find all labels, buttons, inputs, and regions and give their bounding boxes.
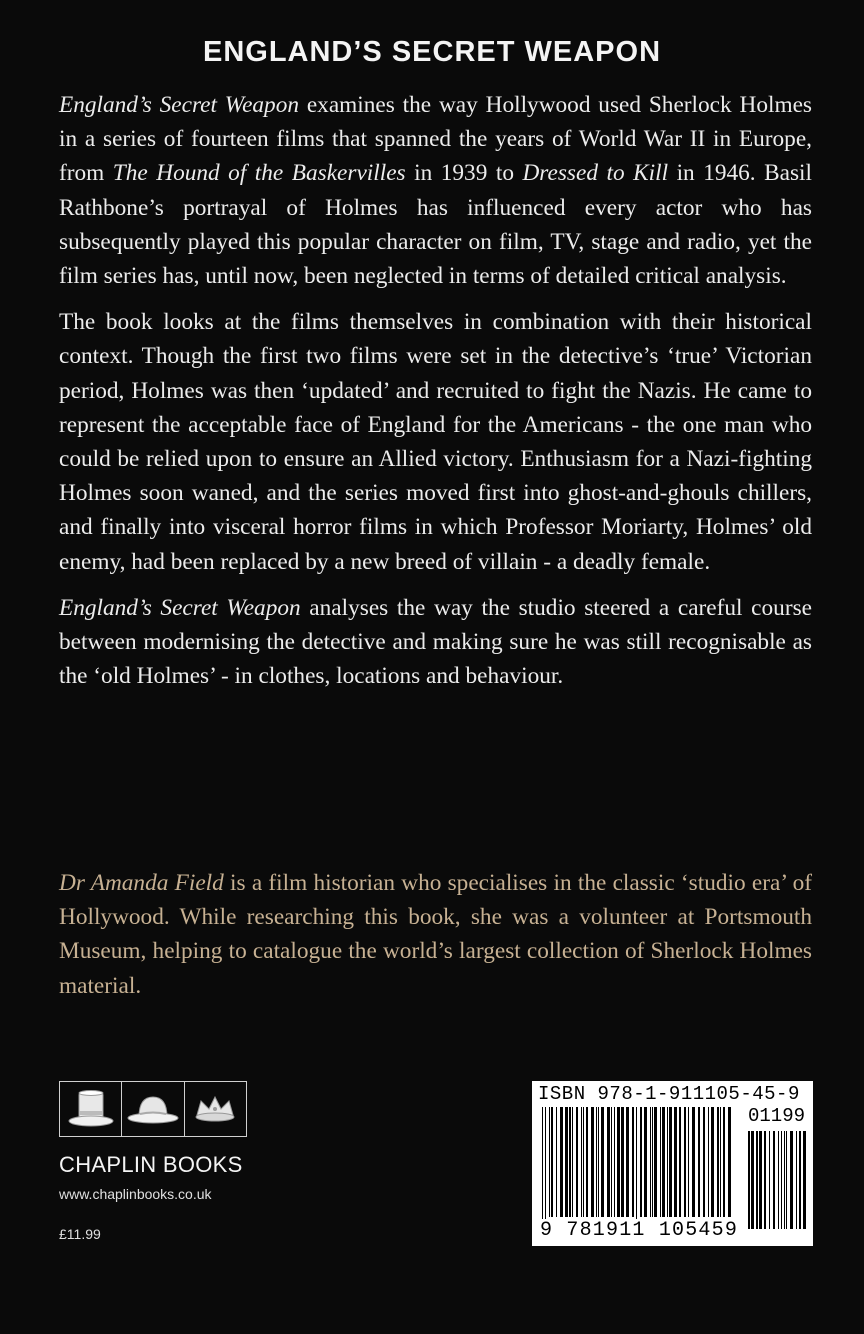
- barcode-bar: [621, 1107, 624, 1217]
- barcode-bar: [640, 1107, 642, 1217]
- barcode-bar: [703, 1107, 705, 1217]
- publisher-url: www.chaplinbooks.co.uk: [59, 1186, 212, 1202]
- barcode-bar: [617, 1107, 620, 1217]
- barcode-bar: [652, 1107, 653, 1217]
- barcode-bar: [545, 1107, 546, 1229]
- barcode-bar: [556, 1107, 557, 1217]
- barcode-addon-bar: [781, 1131, 782, 1229]
- blurb-paragraph-1: England’s Secret Weapon examines the way Hollywood used Sherlock Holmes in a series of fourteen films that spanned the years of World War II in Europe, from The Hound of the Baskervilles in 1939 to Dressed to Kill in 1946. Basil Rathbone’s portrayal of Holmes has influenced every actor who has subsequently played this popular character on film, TV, stage and radio, yet the film series has, until now, been neglected in terms of detailed critical analysis.: [59, 92, 813, 290]
- barcode-addon-bar: [764, 1131, 766, 1229]
- barcode-bar: [551, 1107, 553, 1217]
- barcode-bar: [576, 1107, 578, 1217]
- barcode-bar: [644, 1107, 647, 1217]
- barcode-addon-bar: [790, 1131, 793, 1229]
- blurb: [59, 88, 812, 705]
- barcode-bar: [684, 1107, 686, 1217]
- barcode-bar: [688, 1107, 689, 1217]
- barcode-addon-bar: [759, 1131, 762, 1229]
- barcode-addon-bar: [751, 1131, 754, 1229]
- barcode-addon-bar: [773, 1131, 775, 1229]
- barcode-bar: [601, 1107, 604, 1217]
- barcode-bar: [611, 1107, 612, 1217]
- barcode-bar: [586, 1107, 588, 1217]
- barcode-bar: [549, 1107, 550, 1217]
- barcode-digits: 9 781911 105459: [540, 1219, 739, 1242]
- barcode-bar: [581, 1107, 582, 1217]
- barcode-bar: [654, 1107, 657, 1217]
- author-bio: Dr Amanda Field is a film historian who specialises in the classic ‘studio era’ of Hollywood. While researching this book, she was a volunteer at Portsmouth Museum, helping to catalogue the world’s largest collection of Sherlock Holmes material.: [59, 870, 812, 999]
- publisher-logo: [59, 1081, 247, 1137]
- isbn-barcode: [532, 1081, 813, 1246]
- publisher-name: CHAPLIN BOOKS: [59, 1152, 243, 1177]
- barcode-bar: [728, 1107, 731, 1217]
- barcode-bar: [591, 1107, 594, 1217]
- barcode-bar: [614, 1107, 615, 1217]
- barcode-bar: [565, 1107, 568, 1217]
- barcode-bar: [674, 1107, 677, 1217]
- barcode-bar: [667, 1107, 668, 1217]
- barcode-bar: [607, 1107, 610, 1217]
- barcode-bar: [569, 1107, 571, 1217]
- barcode-bar: [583, 1107, 584, 1217]
- barcode-bar: [542, 1107, 543, 1229]
- book-title: ENGLAND’S SECRET WEAPON: [202, 36, 662, 68]
- barcode-bar: [572, 1107, 573, 1217]
- crown-icon: [185, 1082, 246, 1136]
- barcode-addon-bar: [784, 1131, 785, 1229]
- barcode-bar: [632, 1107, 634, 1217]
- barcode-bar: [662, 1107, 665, 1217]
- barcode-addon-bar: [799, 1131, 801, 1229]
- book-title-italic: England’s Secret Weapon: [59, 594, 301, 621]
- barcode-bar: [717, 1107, 719, 1217]
- barcode-bar: [708, 1107, 709, 1217]
- top-hat-icon: [60, 1082, 122, 1136]
- barcode-bar: [598, 1107, 599, 1217]
- barcode-addon-bar: [778, 1131, 779, 1229]
- bowler-hat-icon: [122, 1082, 184, 1136]
- blurb-paragraph-2: The book looks at the films themselves in combination with their historical context. Though the first two films were set in the detective’s ‘true’ Victorian period, Holmes was then ‘updated’ and recruited to fight the Nazis. He came to represent the acceptable face of England for the Americans - the one man who could be relied upon to ensure an Allied victory. Enthusiasm for a Nazi-fighting Holmes soon waned, and the series moved first into ghost-and-ghouls chillers, and finally into visceral horror films in which Professor Moriarty, Holmes’ old enemy, had been replaced by a new breed of villain - a deadly female.: [59, 309, 812, 575]
- barcode-bar: [720, 1107, 721, 1217]
- barcode-addon-bar: [756, 1131, 758, 1229]
- barcode-bar: [626, 1107, 629, 1217]
- price-addon-code: 01199: [747, 1105, 805, 1127]
- barcode-bar: [560, 1107, 563, 1217]
- barcode-bar: [698, 1107, 700, 1217]
- book-title-italic: England’s Secret Weapon: [59, 92, 299, 118]
- barcode-bars: [538, 1107, 808, 1232]
- barcode-addon-bar: [796, 1131, 797, 1229]
- barcode-addon-bar: [748, 1131, 750, 1229]
- blurb-paragraph-3: England’s Secret Weapon analyses the way the studio steered a careful course between modernising the detective and making sure he was still recognisable as the ‘old Holmes’ - in clothes, locations and behaviour.: [59, 594, 812, 690]
- barcode-bar: [711, 1107, 714, 1217]
- barcode-bar: [596, 1107, 597, 1217]
- isbn-label: ISBN 978-1-911105-45-9: [538, 1083, 800, 1105]
- barcode-bar: [650, 1107, 651, 1217]
- barcode-addon-bar: [786, 1131, 787, 1229]
- price: £11.99: [59, 1226, 101, 1242]
- film-title: The Hound of the Baskervilles: [112, 160, 406, 187]
- barcode-bar: [660, 1107, 661, 1217]
- barcode-bar: [723, 1107, 725, 1217]
- barcode-addon-bar: [803, 1131, 806, 1229]
- author-name: Dr Amanda Field: [59, 870, 224, 896]
- film-title: Dressed to Kill: [522, 160, 669, 187]
- barcode-bar: [679, 1107, 681, 1217]
- barcode-bar: [636, 1107, 637, 1229]
- barcode-bar: [692, 1107, 695, 1217]
- barcode-addon-bar: [769, 1131, 770, 1229]
- barcode-bar: [669, 1107, 672, 1217]
